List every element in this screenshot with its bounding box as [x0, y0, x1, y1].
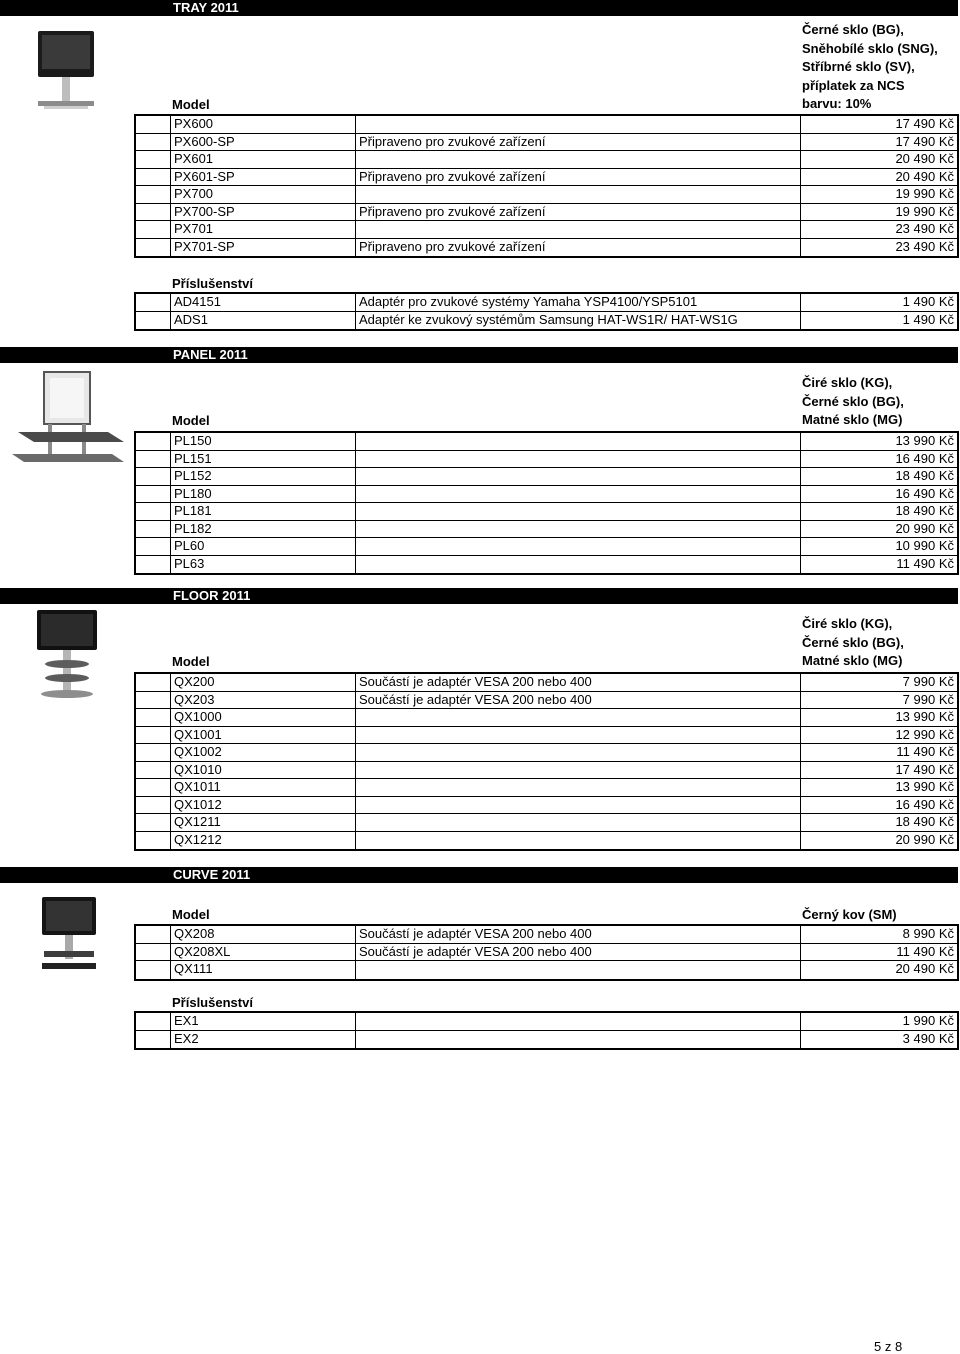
model-label: Model: [172, 413, 210, 428]
price-cell: 8 990 Kč: [902, 926, 954, 941]
spacer-cell: [136, 727, 171, 744]
note-cell: [356, 832, 801, 850]
price-cell: 18 490 Kč: [895, 814, 954, 829]
spacer-cell: [136, 521, 171, 538]
price-cell: 20 490 Kč: [895, 168, 954, 184]
spacer-cell: [136, 503, 171, 520]
table-row: [136, 762, 957, 780]
price-cell: 13 990 Kč: [895, 779, 954, 794]
price-cell: 7 990 Kč: [902, 691, 954, 707]
note-cell: [356, 538, 801, 555]
table-row: [136, 779, 957, 797]
note-cell: [356, 961, 801, 979]
model-label: Model: [172, 907, 210, 922]
note-cell: [356, 1031, 801, 1049]
table-row: [136, 433, 957, 451]
price-column-header: Čiré sklo (KG), Černé sklo (BG), Matné sklo (MG): [802, 616, 904, 668]
price-cell: 13 990 Kč: [895, 709, 954, 724]
model-cell: PL63: [171, 556, 356, 574]
table-row: [136, 204, 957, 222]
table-row: [136, 294, 957, 312]
spacer-cell: [136, 779, 171, 796]
note-cell: [356, 556, 801, 574]
price-cell: 11 490 Kč: [896, 744, 954, 759]
spacer-cell: [136, 134, 171, 151]
model-cell: QX1000: [171, 709, 356, 726]
price-table-panel: [134, 431, 959, 575]
note-cell: [356, 727, 801, 744]
spacer-cell: [136, 151, 171, 168]
model-cell: PL182: [171, 521, 356, 538]
model-cell: QX111: [171, 961, 356, 979]
section-bar-curve: [0, 867, 958, 883]
spacer-cell: [136, 221, 171, 238]
model-cell: PX701-SP: [171, 239, 356, 257]
section-title: TRAY 2011: [173, 0, 239, 15]
model-cell: PL60: [171, 538, 356, 555]
table-row: [136, 926, 957, 944]
model-cell: QX1010: [171, 762, 356, 779]
price-cell: 1 490 Kč: [902, 294, 954, 309]
model-cell: QX200: [171, 674, 356, 691]
table-row: [136, 451, 957, 469]
price-cell: 20 490 Kč: [895, 151, 954, 166]
spacer-cell: [136, 762, 171, 779]
price-cell: 17 490 Kč: [895, 133, 954, 149]
price-cell: 11 490 Kč: [896, 555, 954, 571]
spacer-cell: [136, 926, 171, 943]
table-row: [136, 1013, 957, 1031]
section-bar-tray: [0, 0, 958, 16]
spacer-cell: [136, 204, 171, 221]
price-cell: 20 490 Kč: [895, 961, 954, 976]
price-cell: 10 990 Kč: [895, 538, 954, 553]
price-column-header: Čiré sklo (KG), Černé sklo (BG), Matné sklo (MG): [802, 375, 904, 427]
model-label: Model: [172, 97, 210, 112]
note-cell: Připraveno pro zvukové zařízení: [356, 134, 801, 151]
spacer-cell: [136, 169, 171, 186]
note-cell: Součástí je adaptér VESA 200 nebo 400: [356, 674, 801, 691]
price-column-header: Černý kov (SM): [802, 907, 897, 922]
note-cell: [356, 468, 801, 485]
model-cell: PL151: [171, 451, 356, 468]
section-bar-panel: [0, 347, 958, 363]
note-cell: [356, 116, 801, 133]
price-cell: 12 990 Kč: [895, 726, 954, 742]
spacer-cell: [136, 692, 171, 709]
spacer-cell: [136, 433, 171, 450]
table-row: [136, 727, 957, 745]
price-cell: 19 990 Kč: [895, 203, 954, 219]
table-row: [136, 221, 957, 239]
model-cell: PX600: [171, 116, 356, 133]
model-cell: QX208: [171, 926, 356, 943]
note-cell: Připraveno pro zvukové zařízení: [356, 204, 801, 221]
table-row: [136, 468, 957, 486]
table-row: [136, 486, 957, 504]
spacer-cell: [136, 451, 171, 468]
model-cell: QX208XL: [171, 944, 356, 961]
price-cell: 18 490 Kč: [895, 468, 954, 483]
model-cell: QX1011: [171, 779, 356, 796]
model-cell: QX203: [171, 692, 356, 709]
note-cell: [356, 709, 801, 726]
note-cell: [356, 521, 801, 538]
model-cell: QX1211: [171, 814, 356, 831]
price-cell: 18 490 Kč: [895, 503, 954, 518]
note-cell: [356, 814, 801, 831]
note-cell: [356, 779, 801, 796]
model-cell: PX601-SP: [171, 169, 356, 186]
note-cell: [356, 186, 801, 203]
section-title: PANEL 2011: [173, 347, 248, 362]
table-row: [136, 1031, 957, 1049]
note-cell: [356, 744, 801, 761]
model-cell: QX1001: [171, 727, 356, 744]
spacer-cell: [136, 556, 171, 574]
table-row: [136, 239, 957, 257]
table-row: [136, 814, 957, 832]
note-cell: [356, 451, 801, 468]
note-cell: Připraveno pro zvukové zařízení: [356, 239, 801, 257]
price-column-header: Černé sklo (BG), Sněhobílé sklo (SNG), Stříbrné sklo (SV), příplatek za NCS barvu: 10%: [802, 22, 938, 111]
model-cell: PX600-SP: [171, 134, 356, 151]
accessories-table-tray: [134, 292, 959, 331]
spacer-cell: [136, 797, 171, 814]
table-row: [136, 134, 957, 152]
table-row: [136, 944, 957, 962]
table-row: [136, 744, 957, 762]
accessories-label: Příslušenství: [172, 276, 253, 291]
price-cell: 16 490 Kč: [895, 450, 954, 466]
note-cell: [356, 151, 801, 168]
model-cell: AD4151: [171, 294, 356, 311]
price-table-curve: [134, 924, 959, 981]
note-cell: [356, 486, 801, 503]
spacer-cell: [136, 709, 171, 726]
note-cell: [356, 762, 801, 779]
model-cell: PL152: [171, 468, 356, 485]
table-row: [136, 538, 957, 556]
spacer-cell: [136, 944, 171, 961]
table-row: [136, 186, 957, 204]
spacer-cell: [136, 814, 171, 831]
note-cell: [356, 797, 801, 814]
price-cell: 13 990 Kč: [895, 433, 954, 448]
price-cell: 3 490 Kč: [902, 1030, 954, 1046]
section-bar-floor: [0, 588, 958, 604]
tv-stand-tray-icon: [34, 27, 98, 113]
note-cell: [356, 221, 801, 238]
spacer-cell: [136, 744, 171, 761]
table-row: [136, 797, 957, 815]
price-cell: 16 490 Kč: [895, 796, 954, 812]
table-row: [136, 151, 957, 169]
table-row: [136, 832, 957, 850]
model-cell: PX700: [171, 186, 356, 203]
price-cell: 20 990 Kč: [895, 520, 954, 536]
spacer-cell: [136, 294, 171, 311]
spacer-cell: [136, 832, 171, 850]
price-cell: 17 490 Kč: [895, 116, 954, 131]
spacer-cell: [136, 312, 171, 330]
spacer-cell: [136, 486, 171, 503]
tv-stand-floor-icon: [33, 608, 105, 700]
spacer-cell: [136, 186, 171, 203]
model-cell: QX1012: [171, 797, 356, 814]
model-cell: QX1212: [171, 832, 356, 850]
table-row: [136, 709, 957, 727]
model-label: Model: [172, 654, 210, 669]
price-cell: 7 990 Kč: [902, 674, 954, 689]
price-cell: 23 490 Kč: [895, 238, 954, 254]
model-cell: ADS1: [171, 312, 356, 330]
spacer-cell: [136, 961, 171, 979]
price-table-tray: [134, 114, 959, 258]
price-cell: 17 490 Kč: [895, 761, 954, 777]
price-cell: 1 990 Kč: [902, 1013, 954, 1028]
spacer-cell: [136, 674, 171, 691]
model-cell: PX700-SP: [171, 204, 356, 221]
table-row: [136, 556, 957, 574]
tv-stand-curve-icon: [38, 895, 100, 973]
spacer-cell: [136, 1031, 171, 1049]
table-row: [136, 312, 957, 330]
table-row: [136, 116, 957, 134]
note-cell: Adaptér ke zvukový systémům Samsung HAT-WS1R/ HAT-WS1G: [356, 312, 801, 330]
page-number: 5 z 8: [874, 1339, 903, 1354]
spacer-cell: [136, 468, 171, 485]
model-cell: EX2: [171, 1031, 356, 1049]
note-cell: Součástí je adaptér VESA 200 nebo 400: [356, 926, 801, 943]
model-cell: PL180: [171, 486, 356, 503]
spacer-cell: [136, 538, 171, 555]
table-row: [136, 961, 957, 979]
note-cell: Adaptér pro zvukové systémy Yamaha YSP4100/YSP5101: [356, 294, 801, 311]
spacer-cell: [136, 239, 171, 257]
note-cell: [356, 1013, 801, 1030]
note-cell: [356, 503, 801, 520]
price-cell: 23 490 Kč: [895, 221, 954, 236]
note-cell: Součástí je adaptér VESA 200 nebo 400: [356, 944, 801, 961]
spacer-cell: [136, 1013, 171, 1030]
model-cell: PX601: [171, 151, 356, 168]
model-cell: QX1002: [171, 744, 356, 761]
tv-stand-panel-icon: [8, 370, 126, 468]
table-row: [136, 503, 957, 521]
price-cell: 20 990 Kč: [895, 831, 954, 847]
model-cell: PX701: [171, 221, 356, 238]
table-row: [136, 674, 957, 692]
note-cell: [356, 433, 801, 450]
price-cell: 16 490 Kč: [895, 485, 954, 501]
table-row: [136, 521, 957, 539]
accessories-table-curve: [134, 1011, 959, 1050]
table-row: [136, 169, 957, 187]
note-cell: Součástí je adaptér VESA 200 nebo 400: [356, 692, 801, 709]
table-row: [136, 692, 957, 710]
model-cell: PL181: [171, 503, 356, 520]
accessories-label: Příslušenství: [172, 995, 253, 1010]
note-cell: Připraveno pro zvukové zařízení: [356, 169, 801, 186]
price-table-floor: [134, 672, 959, 851]
price-cell: 11 490 Kč: [896, 943, 954, 959]
model-cell: PL150: [171, 433, 356, 450]
price-cell: 1 490 Kč: [902, 311, 954, 327]
section-title: FLOOR 2011: [173, 588, 251, 603]
price-cell: 19 990 Kč: [895, 186, 954, 201]
spacer-cell: [136, 116, 171, 133]
model-cell: EX1: [171, 1013, 356, 1030]
section-title: CURVE 2011: [173, 867, 251, 882]
